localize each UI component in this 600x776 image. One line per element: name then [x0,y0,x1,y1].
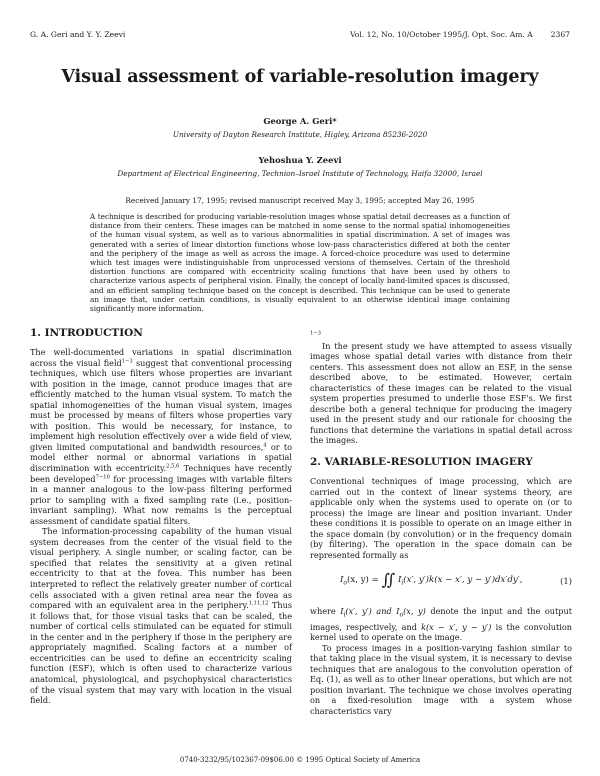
paper-title: Visual assessment of variable-resolution imagery [61,67,539,87]
paragraph: where $I_i(x'$, y′) and $I_o(x$, y) denote the input and the output images, respectively, and k(x − x′, y − y′) is the convolution kernel used to operate on the image. [310,606,573,643]
citation: 1,11,12 [248,600,269,607]
equation-1: $I_o(x$, y) = ∬ $I_i(x'$, y′)k(x − x′, y − y′)dx′dy′, (1) [340,570,572,590]
citation: 1−3 [121,357,133,364]
received-dates: Received January 17, 1995; revised manuscript received May 3, 1995; accepted May 26, 1995 [125,196,475,205]
paragraph: Conventional techniques of image processing, which are carried out in the context of linear systems theory, are applicable only when the systems used to operate on (or to process) the image are linear and position invariant. Under these conditions it is possible to operate on an image either in the space domain (by convolution) or in the frequency domain (by filtering). The operation in the space domain can be represented formally as [310,476,572,560]
paragraph: The information-processing capability of the human visual system decreases from the center of the visual field to the visual periphery. A single number, or scaling factor, can be specified that relates the sensitivity at a given retinal eccentricity to that at the fovea. This number has been interpreted to reflect the relatively greater number of cortical cells associated with a given retinal area near the fovea as compared with an equivalent area in the periphery.$^{1,11,12}$ Thus it follows that, for those visual tasks that can be scaled, the number of cortical cells stimulated can be equated for stimuli in the center and in the periphery if those in the periphery are appropriately magnified. Scaling factors at a number of eccentricities can be used to define an eccentricity scaling function (ESF), which is often used to characterize various anatomical, physiological, and psychophysical characteristics of the visual system that may vary with location in the visual field. [30,526,293,706]
left-column [30,327,292,706]
citation: 4 [263,442,267,449]
author-name: Yehoshua Y. Zeevi [258,155,342,165]
citation: 1−3 [310,330,321,337]
abstract: A technique is described for producing variable-resolution images whose spatial detail decreases as a function of distance from their centers. These images can be matched in some sense to the normal spatial inhomogeneities of the human visual system, as well as to various abnormalities in spatial discrimination. A set of images was generated with a series of linear distortion functions whose low-pass characteristics differed at both the center and the periphery of the image as well as across the image. A forced-choice procedure was used to determine which test images were indistinguishable from unprocessed versions of themselves. Certain of the threshold distortion functions are compared with eccentricity scaling functions that have been used by others to characterize various aspects of peripheral vision. Finally, the concept of locally band-limited spaces is discussed, and an efficient sampling technique based on the concept is described. This technique can be used to generate an image that, under certain conditions, is visually equivalent to an otherwise identical image containing significantly more information. [90,212,510,314]
double-integral-symbol: ∬ [381,570,396,590]
paragraph: The well-documented variations in spatial discrimination across the visual field$^{1-3}$ suggest that conventional processing techniques, which use filters whose properties are invariant with position in the image, cannot produce images that are efficiently matched to the human visual system. To match the spatial inhomogeneities of the human visual system, images must be processed by means of filters whose properties vary with position. This would be necessary, for instance, to implement high resolution effectively over a wide field of view, given limited computational and bandwidth resources,$^4$ or to model either normal or abnormal variations in spatial discrimination with eccentricity.$^{2,5,6}$ Techniques have recently been developed$^{7-10}$ for processing images with variable filters in a manner analogous to the low-pass filtering performed prior to sampling with a fixed sampling rate (i.e., position-invariant sampling). What now remains is the perceptual assessment of candidate spatial filters. [30,347,292,526]
right-column [310,330,572,716]
section-heading: 2. VARIABLE-RESOLUTION IMAGERY [310,456,533,469]
paragraph: To process images in a position-varying fashion similar to that taking place in the visual system, it is necessary to devise techniques that are analogous to the convolution operation of Eq. (1), as well as to other linear operations, but which are not position invariant. The technique we chose involves operating on a fixed-resolution image with a system whose characteristics vary [310,642,572,716]
citation-tail [310,330,572,341]
equation-number: (1) [560,576,572,587]
page-number: 2367 [550,30,570,39]
running-header-authors: G. A. Geri and Y. Y. Zeevi [30,30,126,39]
paragraph: In the present study we have attempted to assess visually images whose spatial detail varies with distance from their centers. This assessment does not allow an ESF, in the sense described above, to be estimated. However, certain characteristics of these images can be related to the visual system properties presumed to underlie those ESF's. We first describe both a general technique for producing the imagery used in the present study and our rationale for choosing the functions that determine the variations in spatial detail across the images. [310,340,572,446]
author-affiliation: Department of Electrical Engineering, Technion–Israel Institute of Technology, Haifa 32000, Israel [117,169,483,178]
section-heading: 1. INTRODUCTION [30,327,143,339]
author-affiliation: University of Dayton Research Institute, Higley, Arizona 85236-2020 [172,130,428,139]
running-header-journal: Vol. 12, No. 10/October 1995/J. Opt. Soc. Am. A [350,30,533,39]
author-name: George A. Geri* [263,116,337,126]
citation: 7−10 [95,473,110,480]
citation: 2,5,6 [166,463,180,470]
copyright-footer: 0740-3232/95/102367-09$06.00 © 1995 Optical Society of America [179,756,421,764]
